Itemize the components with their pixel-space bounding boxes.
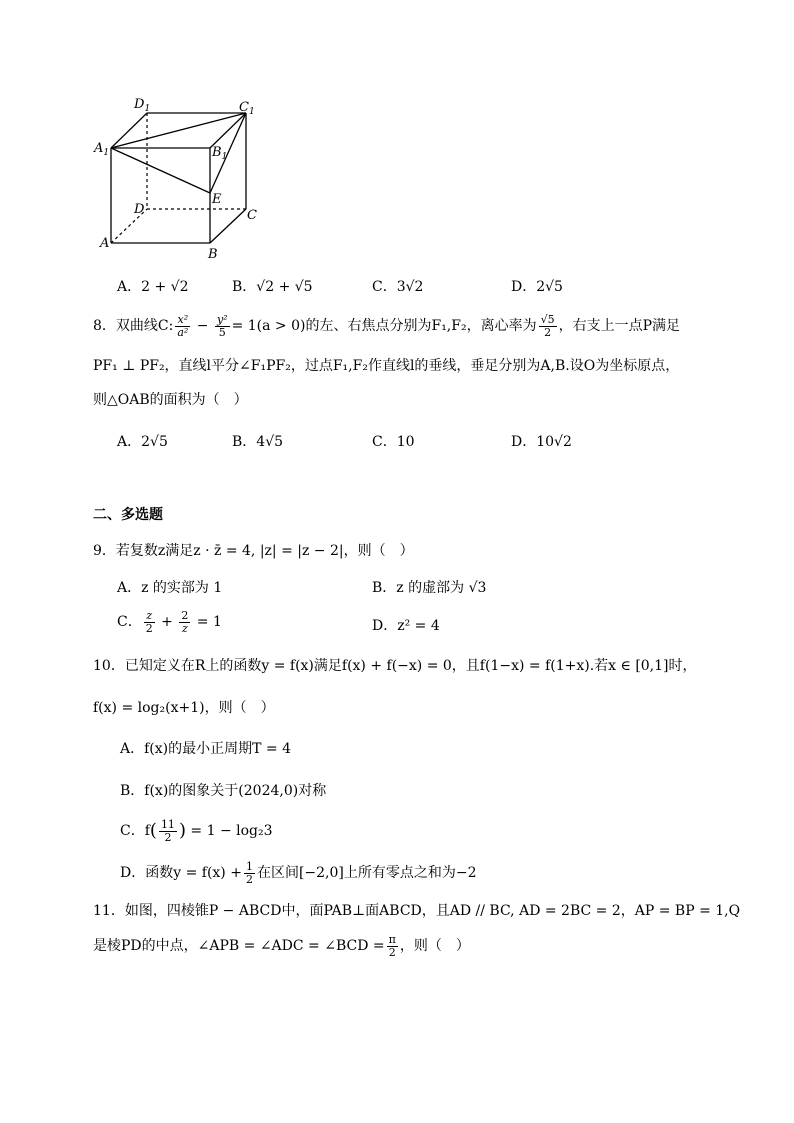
q7-option-a[interactable]: A．2 + √2: [117, 279, 189, 295]
q10-line1: 10．已知定义在R上的函数y = f(x)满足f(x) + f(−x) = 0，且f(1−x) = f(1+x).若x ∈ [0,1]时，: [93, 658, 697, 674]
q7-option-b[interactable]: B．√2 + √5: [232, 279, 313, 295]
label-E: E: [212, 192, 222, 207]
q9-option-a[interactable]: A．z 的实部为 1: [117, 580, 223, 596]
q8-option-c[interactable]: C．10: [372, 434, 415, 450]
label-C: C: [247, 208, 257, 223]
q9-option-d[interactable]: D．z² = 4: [372, 618, 440, 634]
label-D1: $D_1$: [134, 97, 151, 114]
label-A1: $A_1$: [94, 141, 110, 158]
edge-BC: [210, 209, 246, 243]
q10-option-a[interactable]: A．f(x)的最小正周期T = 4: [120, 741, 291, 757]
label-A: A: [100, 236, 110, 251]
cube-figure: [0, 0, 794, 280]
label-B: B: [208, 247, 218, 262]
edge-A1E: [111, 148, 210, 193]
edge-A1C1: [111, 113, 246, 148]
q10-option-b[interactable]: B．f(x)的图象关于(2024,0)对称: [120, 783, 327, 799]
q8-line2: PF₁ ⊥ PF₂，直线l平分∠F₁PF₂，过点F₁,F₂作直线l的垂线，垂足分别为A,B.设O为坐标原点，: [93, 358, 680, 374]
label-C1: $C_1$: [239, 100, 255, 117]
q8-option-b[interactable]: B．4√5: [232, 434, 284, 450]
q10-option-c[interactable]: C．f( $\frac{11}{2}$ ) = 1 − log₂3: [120, 817, 273, 844]
label-D: D: [134, 202, 145, 217]
q9-option-c[interactable]: C． $\frac{z}{2}$ + $\frac{2}{z}$ = 1: [117, 608, 222, 635]
q11-line1: 11．如图，四棱锥P − ABCD中，面PAB⊥面ABCD，且AD // BC, AD = 2BC = 2，AP = BP = 1,Q: [93, 903, 741, 919]
q10-option-d[interactable]: D．函数y = f(x) + $\frac{1}{2}$ 在区间[−2,0]上所有零点之和为−2: [120, 859, 477, 886]
section-title: 二、多选题: [93, 507, 163, 523]
q8-option-d[interactable]: D．10√2: [511, 434, 572, 450]
q8-option-a[interactable]: A．2√5: [117, 434, 168, 450]
q7-option-d[interactable]: D．2√5: [511, 279, 563, 295]
q10-line2: f(x) = log₂(x+1)，则（ ）: [93, 700, 275, 716]
q11-line2: 是棱PD的中点，∠APB = ∠ADC = ∠BCD = $\frac{\pi}{2}$ ，则（ ）: [93, 932, 470, 959]
q9-stem: 9．若复数z满足z · z̄ = 4, |z| = |z − 2|，则（ ）: [93, 543, 414, 559]
q8-line1: 8．双曲线C: $\frac{\text{x²}}{\text{a²}}$ − $\frac{\text{y²}}{5}$ = 1(a > 0)的左、右焦点分别为F₁,F₂，离心率为 $\frac{√5}{2}$ ，右支上一点P满足: [93, 312, 681, 339]
label-B1: $B_1$: [212, 145, 228, 162]
q9-option-b[interactable]: B．z 的虚部为 √3: [372, 580, 487, 596]
q7-option-c[interactable]: C．3√2: [372, 279, 424, 295]
q8-line3: 则△OAB的面积为（ ）: [93, 392, 248, 408]
